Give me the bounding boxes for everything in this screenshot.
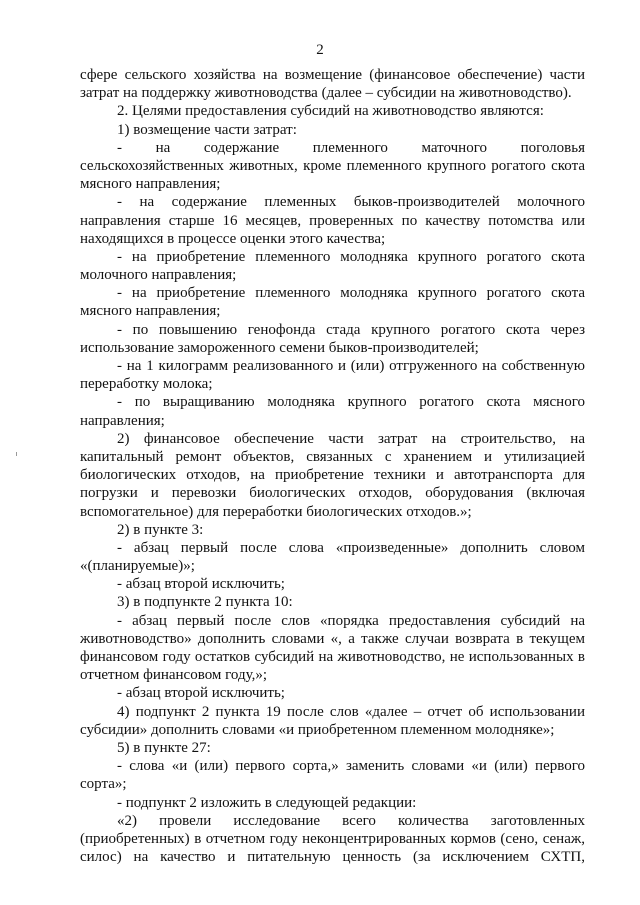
text-line: - абзац второй исключить; bbox=[117, 685, 285, 702]
text-line: направления старше 16 месяцев, проверенных по качеству потомства или bbox=[80, 212, 585, 229]
page-number: 2 bbox=[316, 42, 324, 58]
text-line: направления; bbox=[80, 412, 165, 429]
scan-margin-mark bbox=[16, 452, 17, 456]
text-line: находящихся в процессе оценки этого качества; bbox=[80, 230, 386, 247]
document-body bbox=[80, 66, 585, 866]
text-line: - подпункт 2 изложить в следующей редакции: bbox=[117, 794, 417, 811]
text-line: вспомогательное) для переработки биологических отходов.»; bbox=[80, 503, 472, 520]
text-line: биологических отходов, на приобретение техники и автотранспорта для bbox=[80, 467, 585, 484]
text-line: финансовом году остатков субсидий на животноводство, не использованных в bbox=[80, 649, 585, 665]
text-line: - на 1 килограмм реализованного и (или) отгруженного на собственную bbox=[117, 358, 585, 374]
text-line: отчетном финансовом году,»; bbox=[80, 667, 268, 684]
text-line: мясного направления; bbox=[80, 303, 221, 320]
text-line: мясного направления; bbox=[80, 176, 221, 193]
text-line: 4) подпункт 2 пункта 19 после слов «далее – отчет об использовании bbox=[117, 703, 585, 720]
text-line: - на содержание племенных быков-производителей молочного bbox=[117, 194, 585, 211]
text-line: использование замороженного семени быков-производителей; bbox=[80, 339, 479, 356]
text-line: молочного направления; bbox=[80, 267, 237, 284]
text-line: сфере сельского хозяйства на возмещение (финансовое обеспечение) части bbox=[80, 67, 585, 83]
text-line: 5) в пункте 27: bbox=[117, 739, 211, 756]
text-line: субсидии» дополнить словами «и приобретенном племенном молодняке»; bbox=[80, 721, 555, 738]
text-line: - слова «и (или) первого сорта,» заменить словами «и (или) первого bbox=[117, 758, 585, 775]
text-line: - абзац первый после слова «произведенные» дополнить словом bbox=[117, 539, 585, 556]
text-line: переработку молока; bbox=[80, 376, 213, 393]
text-line: затрат на поддержку животноводства (далее – субсидии на животноводство). bbox=[80, 85, 572, 102]
text-line: (приобретенных) в отчетном году неконцентрированных кормов (сено, сенаж, bbox=[80, 830, 585, 847]
text-line: «(планируемые)»; bbox=[80, 558, 195, 575]
text-line: 1) возмещение части затрат: bbox=[117, 121, 297, 138]
text-line: 2. Целями предоставления субсидий на животноводство являются: bbox=[117, 103, 544, 120]
text-line: 3) в подпункте 2 пункта 10: bbox=[117, 594, 293, 611]
text-line: - на содержание племенного маточного поголовья bbox=[117, 139, 585, 156]
text-line: 2) финансовое обеспечение части затрат на строительство, на bbox=[117, 430, 585, 447]
text-line: животноводство» дополнить словами «, а также случаи возврата в текущем bbox=[80, 630, 585, 647]
text-line: - абзац первый после слов «порядка предоставления субсидий на bbox=[117, 612, 585, 629]
text-line: «2) провели исследование всего количества заготовленных bbox=[117, 812, 585, 829]
text-line: 2) в пункте 3: bbox=[117, 521, 204, 538]
text-line: - абзац второй исключить; bbox=[117, 576, 285, 593]
text-line: - по повышению генофонда стада крупного рогатого скота через bbox=[117, 321, 585, 338]
text-line: - на приобретение племенного молодняка крупного рогатого скота bbox=[117, 285, 585, 302]
text-line: - на приобретение племенного молодняка крупного рогатого скота bbox=[117, 248, 585, 265]
text-line: сельскохозяйственных животных, кроме племенного крупного рогатого скота bbox=[80, 157, 585, 174]
text-line: сорта»; bbox=[80, 776, 127, 793]
text-line: капитальный ремонт объектов, связанных с хранением и утилизацией bbox=[80, 448, 585, 465]
text-line: - по выращиванию молодняка крупного рогатого скота мясного bbox=[117, 394, 585, 411]
text-line: силос) на качество и питательную ценность (за исключением СХТП, bbox=[80, 849, 585, 866]
text-line: погрузки и перевозки биологических отходов, оборудования (включая bbox=[80, 485, 585, 502]
